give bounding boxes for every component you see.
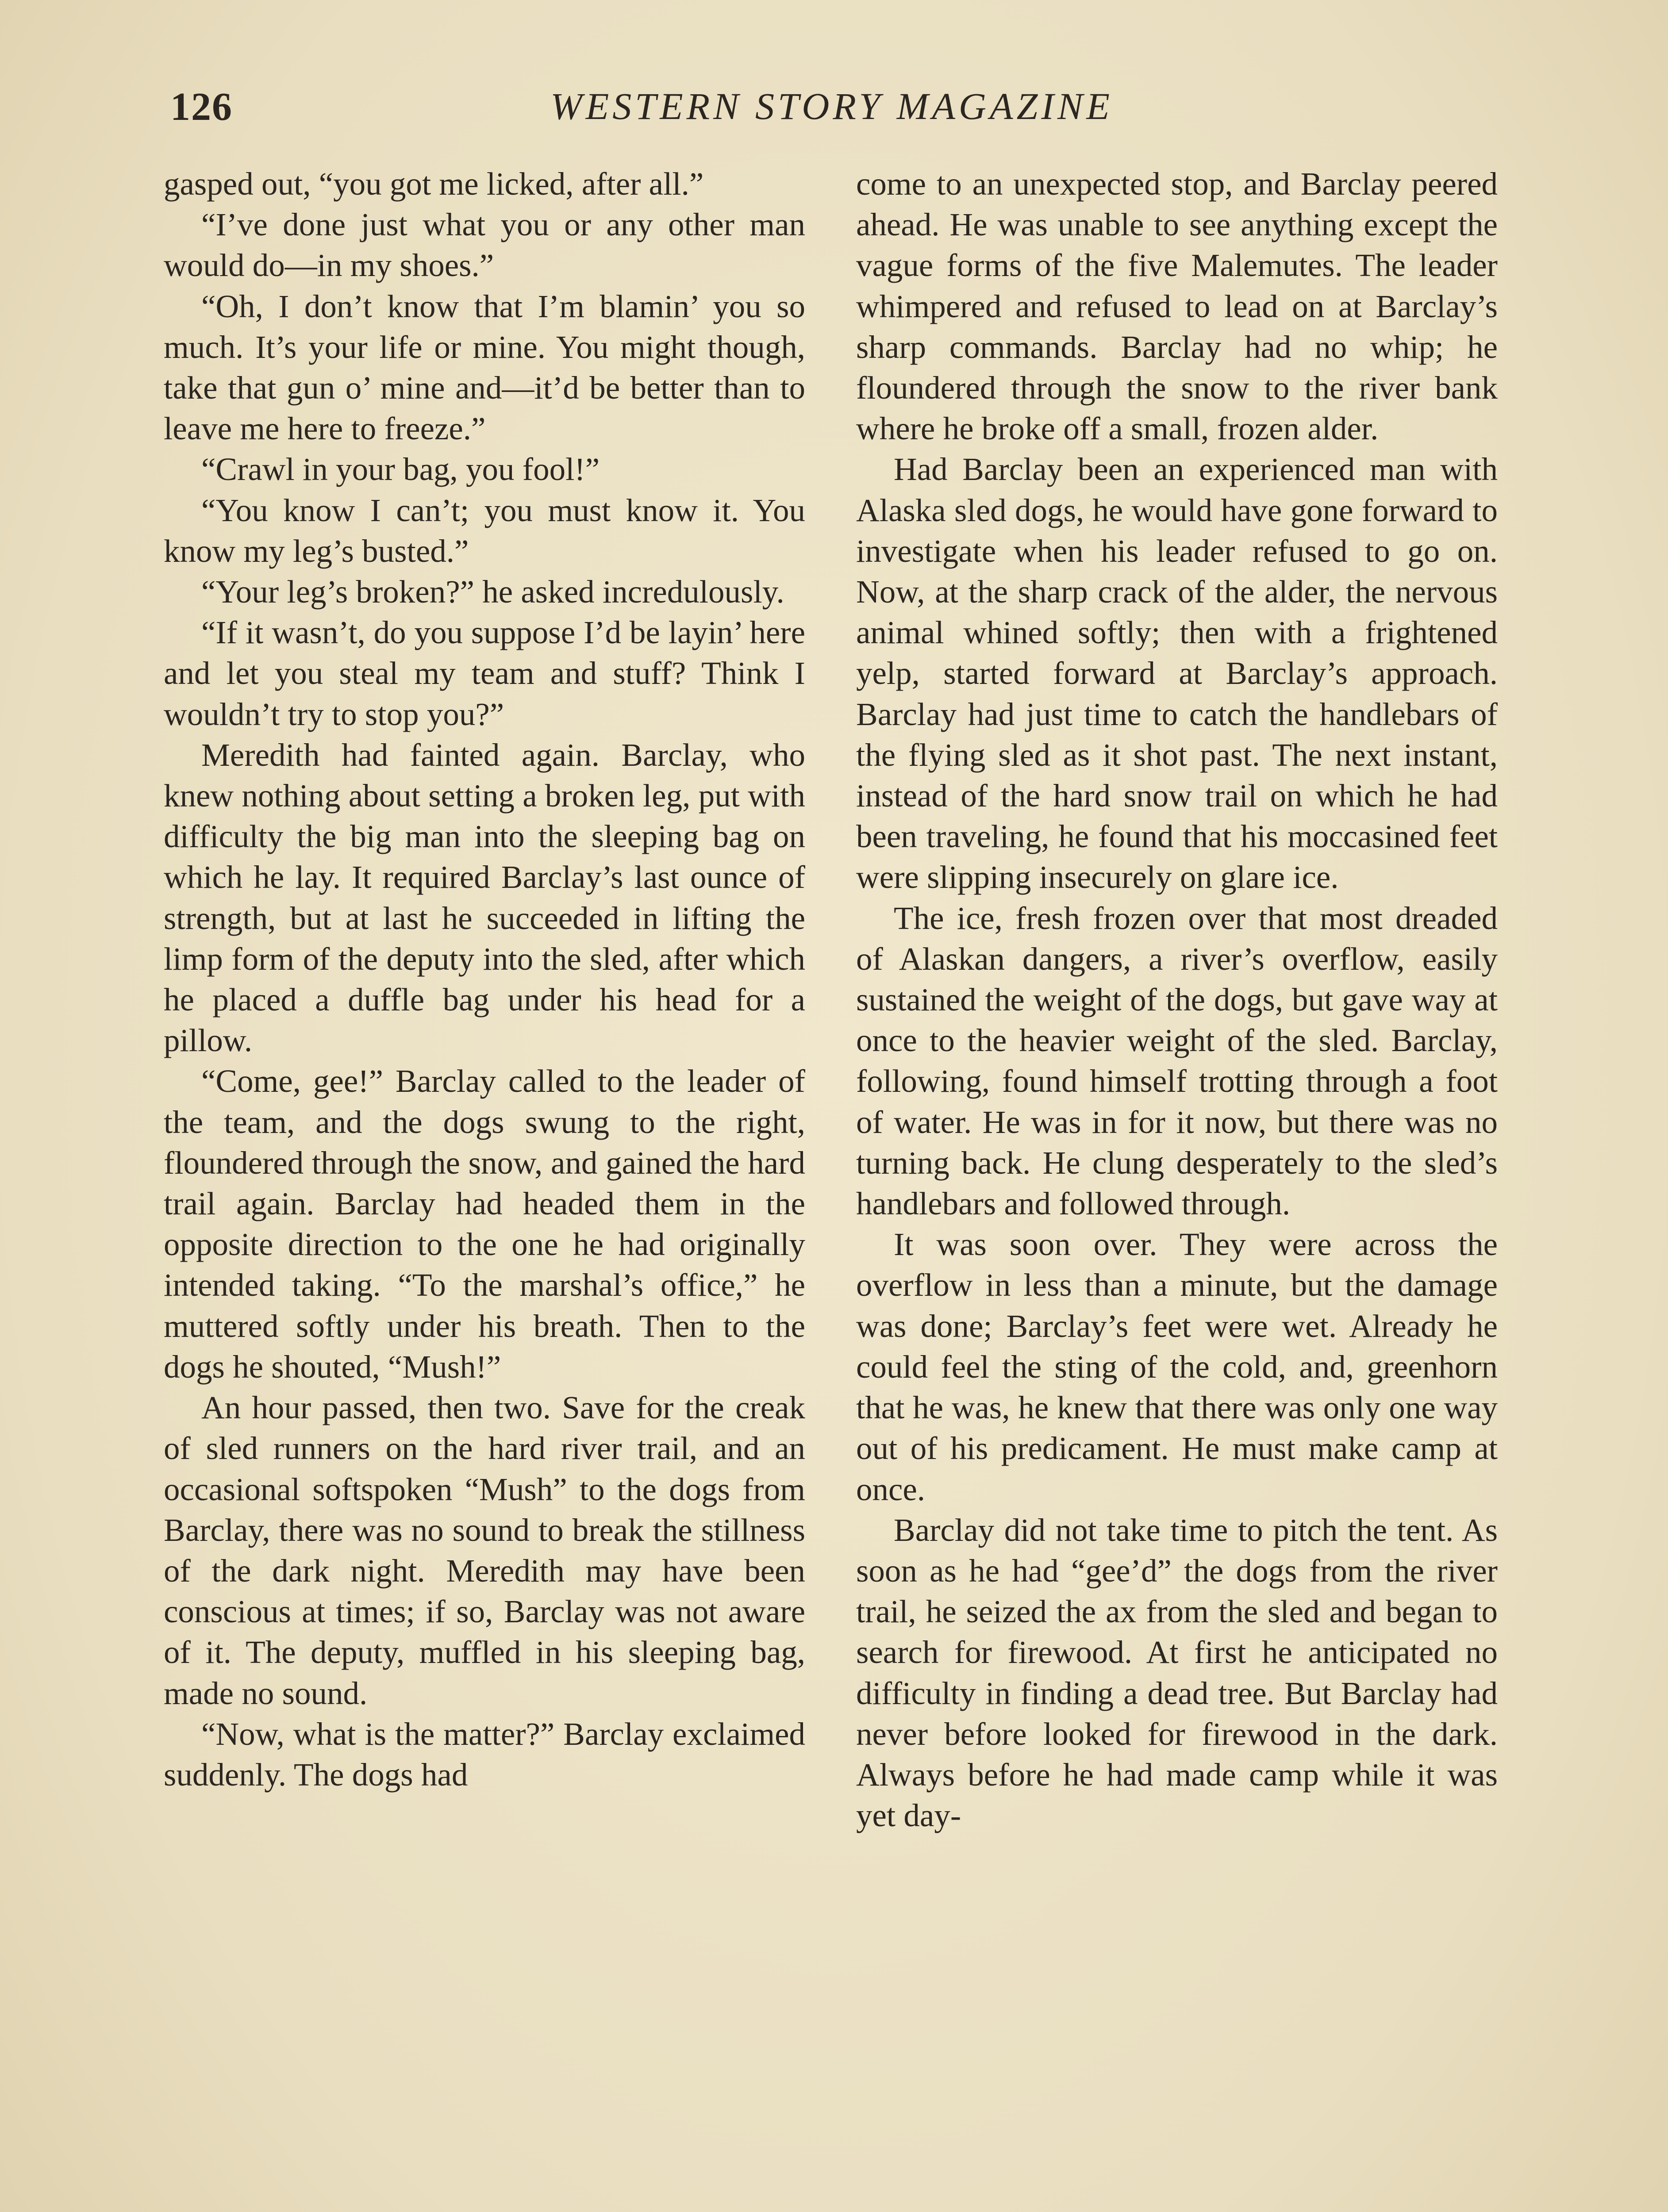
paragraph: “You know I can’t; you must know it. You know my leg’s busted.” [164, 492, 805, 569]
running-head: WESTERN STORY MAGAZINE [550, 85, 1113, 127]
paragraph: Barclay did not take time to pitch the tent. As soon as he had “gee’d” the dogs from the river trail, he seized the ax from the sled and began to search for firewood. At first he anticipated no difficulty in finding a dead tree. But Barclay had never before looked for firewood in the dark. Always before he had made camp while it was yet day- [856, 1512, 1498, 1834]
paragraph: “Now, what is the matter?” Barclay exclaimed suddenly. The dogs had [164, 1716, 805, 1793]
paragraph: gasped out, “you got me licked, after all.” [164, 166, 704, 202]
paragraph: An hour passed, then two. Save for the creak of sled runners on the hard river trail, and an occasional softspoken “Mush” to the dogs from Barclay, there was no sound to break the stillness of the dark night. Meredith may have been conscious at times; if so, Barclay was not aware of it. The deputy, muffled in his sleeping bag, made no sound. [164, 1390, 805, 1711]
paragraph: “If it wasn’t, do you suppose I’d be layin’ here and let you steal my team and stuff? Think I wouldn’t try to stop you?” [164, 614, 805, 732]
right-column [856, 164, 1498, 1836]
paragraph: “I’ve done just what you or any other man would do—in my shoes.” [164, 207, 805, 284]
paragraph: Had Barclay been an experienced man with Alaska sled dogs, he would have gone forward to investigate when his leader refused to go on. Now, at the sharp crack of the alder, the nervous animal whined softly; then with a frightened yelp, started forward at Barclay’s approach. Barclay had just time to catch the handlebars of the flying sled as it shot past. The next instant, instead of the hard snow trail on which he had been traveling, he found that his moccasined feet were slipping insecurely on glare ice. [856, 451, 1498, 895]
paragraph: Meredith had fainted again. Barclay, who knew nothing about setting a broken leg, put with difficulty the big man into the sleeping bag on which he lay. It required Barclay’s last ounce of strength, but at last he succeeded in lifting the limp form of the deputy into the sled, after which he placed a duffle bag under his head for a pillow. [164, 737, 805, 1059]
paragraph: “Your leg’s broken?” he asked incredulously. [201, 574, 784, 610]
paragraph: The ice, fresh frozen over that most dreaded of Alaskan dangers, a river’s overflow, easily sustained the weight of the dogs, but gave way at once to the heavier weight of the sled. Barclay, following, found himself trotting through a foot of water. He was in for it now, but there was no turning back. He clung desperately to the sled’s handlebars and followed through. [856, 900, 1498, 1222]
page-number: 126 [170, 85, 233, 129]
left-column [164, 164, 805, 1795]
paragraph: “Come, gee!” Barclay called to the leader of the team, and the dogs swung to the right, floundered through the snow, and gained the hard trail again. Barclay had headed them in the opposite direction to the one he had originally intended taking. “To the marshal’s office,” he muttered softly under his breath. Then to the dogs he shouted, “Mush!” [164, 1063, 805, 1385]
paragraph: “Oh, I don’t know that I’m blamin’ you so much. It’s your life or mine. You might though, take that gun o’ mine and—it’d be better than to leave me here to freeze.” [164, 288, 805, 447]
paragraph: “Crawl in your bag, you fool!” [201, 451, 600, 488]
paragraph: It was soon over. They were across the overflow in less than a minute, but the damage was done; Barclay’s feet were wet. Already he could feel the sting of the cold, and, greenhorn that he was, he knew that there was only one way out of his predicament. He must make camp at once. [856, 1226, 1498, 1507]
paragraph: come to an unexpected stop, and Barclay peered ahead. He was unable to see anything except the vague forms of the five Malemutes. The leader whimpered and refused to lead on at Barclay’s sharp commands. Barclay had no whip; he floundered through the snow to the river bank where he broke off a small, frozen alder. [856, 166, 1498, 447]
page-header [170, 84, 1493, 137]
